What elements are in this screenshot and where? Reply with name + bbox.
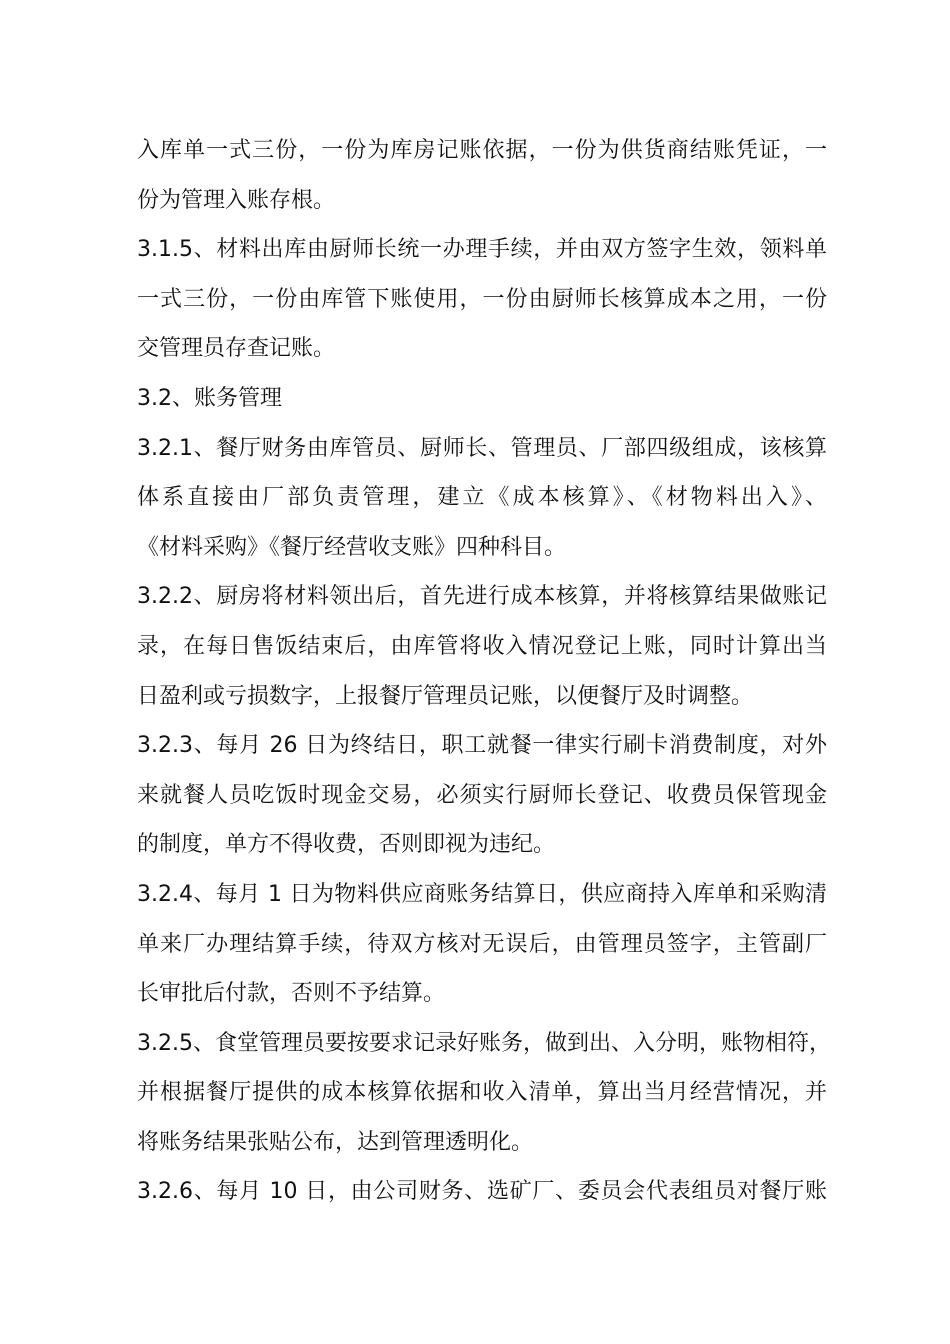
text-line: 份为管理入账存根。 (137, 187, 336, 213)
paragraph-p-3-2-1 (137, 424, 827, 573)
text-line: 将账务结果张贴公布，达到管理透明化。 (137, 1129, 534, 1155)
paragraph-p-3-1-5 (137, 225, 827, 374)
paragraph-p-3-2-2 (137, 572, 827, 721)
text-line: 并根据餐厅提供的成本核算依据和收入清单，算出当月经营情况，并 (137, 1080, 827, 1106)
text-line: 交管理员存查记账。 (137, 336, 336, 362)
text-line: 录，在每日售饭结束后，由库管将收入情况登记上账，同时计算出当 (137, 633, 827, 659)
text-line: 入库单一式三份，一份为库房记账依据，一份为供货商结账凭证，一 (137, 138, 827, 163)
paragraph-p-3-2-5 (137, 1019, 831, 1168)
paragraph-p-3-2 (137, 374, 827, 424)
text-line: 《材料采购》《餐厅经营收支账》四种科目。 (137, 534, 567, 560)
paragraph-p-warehouse-receipt (137, 126, 827, 225)
text-line: 3.2.6、每月 10 日，由公司财务、选矿厂、委员会代表组员对餐厅账 (137, 1179, 827, 1205)
text-line: 3.2.5、食堂管理员要按要求记录好账务，做到出、入分明，账物相符， (137, 1030, 831, 1056)
text-line: 日盈利或亏损数字，上报餐厅管理员记账，以便餐厅及时调整。 (137, 683, 754, 709)
text-line: 3.2.1、餐厅财务由库管员、厨师长、管理员、厂部四级组成，该核算 (137, 435, 827, 461)
text-line: 来就餐人员吃饭时现金交易，必须实行厨师长登记、收费员保管现金 (137, 782, 827, 808)
text-line: 一式三份，一份由库管下账使用，一份由厨师长核算成本之用，一份 (137, 286, 827, 312)
text-line: 3.2.3、每月 26 日为终结日，职工就餐一律实行刷卡消费制度，对外 (137, 733, 827, 759)
text-line: 3.2.4、每月 1 日为物料供应商账务结算日，供应商持入库单和采购清 (137, 881, 827, 907)
text-line: 3.2.2、厨房将材料领出后，首先进行成本核算，并将核算结果做账记 (137, 584, 827, 610)
text-line: 长审批后付款，否则不予结算。 (137, 981, 446, 1007)
text-line: 3.1.5、材料出库由厨师长统一办理手续，并由双方签字生效，领料单 (137, 237, 827, 263)
paragraph-p-3-2-6 (137, 1167, 827, 1217)
paragraph-p-3-2-3 (137, 721, 827, 870)
text-line: 体系直接由厂部负责管理，建立《成本核算》、《材物料出入》、 (137, 485, 827, 511)
text-line: 的制度，单方不得收费，否则即视为违纪。 (137, 832, 556, 858)
paragraph-p-3-2-4 (137, 870, 827, 1019)
document-body (137, 126, 831, 1217)
text-line: 3.2、账务管理 (137, 385, 282, 411)
text-line: 单来厂办理结算手续，待双方核对无误后，由管理员签字，主管副厂 (137, 931, 827, 957)
